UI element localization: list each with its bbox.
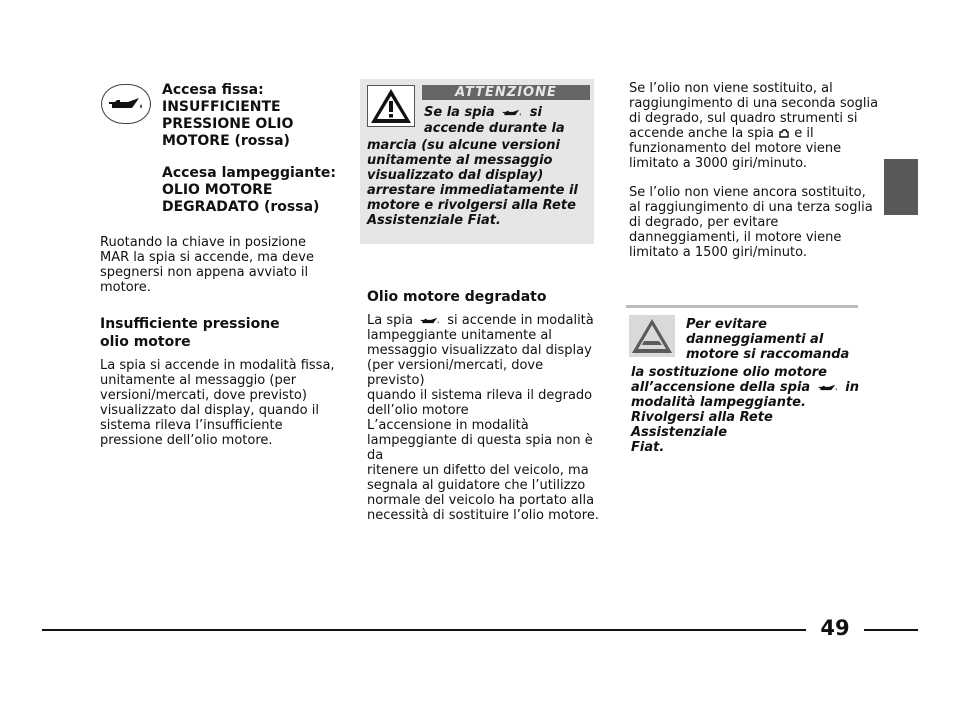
attention-body [367,138,592,228]
attention-line: accende durante la [424,121,565,136]
text-line: visualizzato dal display, quando il [100,403,319,418]
engine-failure-icon [778,128,790,140]
text-line: lampeggiante unitamente al [367,328,552,343]
text-line: spegnersi non appena avviato il [100,265,309,280]
text-line: MAR la spia si accende, ma deve [100,250,314,265]
text-line: (per versioni/mercati, dove previsto) [367,358,544,388]
attention-line: Assistenziale Fiat. [367,213,501,228]
text-line: raggiungimento di una seconda soglia [629,96,879,111]
tip-line: Fiat. [631,440,665,455]
text-line [367,313,602,328]
text-fragment: all’accensione della spia [631,380,811,395]
oil-pressure-icon [815,382,841,394]
section-tab [884,159,918,215]
text-fragment: in [845,380,859,395]
flash-label: Accesa lampeggiante: [162,165,336,181]
footer-rule-right [864,629,918,631]
section-title-line-1: Insufficiente pressione [100,316,280,332]
text-line: L’accensione in modalità [367,418,529,433]
text-fragment: La spia [367,313,413,328]
attention-line: unitamente al messaggio [367,153,553,168]
text-line: danneggiamenti, il motore viene [629,230,842,245]
attention-line: visualizzato dal display) [367,168,544,183]
text-line: segnala al guidatore che l’utilizzo [367,478,586,493]
attention-first-line [424,105,594,120]
fixed-label: Accesa fissa: [162,82,264,98]
text-line: messaggio visualizzato dal display [367,343,592,358]
footer-rule-left [42,629,806,631]
flash-title-1: OLIO MOTORE [162,182,273,198]
fixed-title-2: PRESSIONE OLIO [162,116,294,132]
tip-line [631,380,866,395]
text-line: Ruotando la chiave in posizione [100,235,306,250]
text-line: motore. [100,280,151,295]
oil-pressure-icon [499,107,525,119]
tip-line: modalità lampeggiante. [631,395,806,410]
text-line [629,126,879,141]
right-paragraph-1 [629,81,879,171]
text-line: limitato a 1500 giri/minuto. [629,245,807,260]
tip-line: la sostituzione olio motore [631,365,828,380]
text-line: di degrado, per evitare [629,215,779,230]
tip-body [631,365,866,455]
section-paragraph [100,358,345,448]
warning-triangle-icon [367,85,415,127]
text-line: necessità di sostituire l’olio motore. [367,508,599,523]
text-line: limitato a 3000 giri/minuto. [629,156,807,171]
oil-can-icon [106,93,146,115]
flashing-light-block [162,165,336,216]
text-line: ritenere un difetto del veicolo, ma [367,463,589,478]
text-fragment: Se la spia [424,105,495,120]
degraded-oil-paragraph-1 [367,313,602,418]
flash-title-2: DEGRADATO (rossa) [162,199,320,215]
text-line: unitamente al messaggio (per [100,373,297,388]
text-line: funzionamento del motore viene [629,141,842,156]
text-fragment: e il [794,126,814,141]
text-line: versioni/mercati, dove previsto) [100,388,307,403]
text-line: normale del veicolo ha portato alla [367,493,595,508]
degraded-oil-title: Olio motore degradato [367,289,547,305]
text-line: Se l’olio non viene sostituito, al [629,81,833,96]
right-paragraph-2 [629,185,879,260]
fixed-title-1: INSUFFICIENTE [162,99,281,115]
attention-line: motore e rivolgersi alla Rete [367,198,576,213]
text-line: quando il sistema rileva il degrado [367,388,593,403]
section-title-line-2: olio motore [100,334,191,350]
text-line: lampeggiante di questa spia non è da [367,433,593,463]
tip-line: Rivolgersi alla Rete Assistenziale [631,410,773,440]
text-line: pressione dell’olio motore. [100,433,273,448]
attention-line: marcia (su alcune versioni [367,138,560,153]
tip-divider [626,305,858,308]
oil-pressure-icon [417,315,443,327]
car-protection-icon [629,315,675,357]
attention-line: arrestare immediatamente il [367,183,578,198]
section-heading [100,315,280,351]
page-number: 49 [820,616,850,640]
fixed-light-block [162,82,293,150]
text-line: di degrado, sul quadro strumenti si [629,111,858,126]
degraded-oil-paragraph-2 [367,418,607,523]
tip-line: motore si raccomanda [686,347,850,362]
text-line: al raggiungimento di una terza soglia [629,200,873,215]
tip-indented-text [686,317,849,362]
text-line: dell’olio motore [367,403,469,418]
attention-header: ATTENZIONE [422,85,590,100]
text-fragment: accende anche la spia [629,126,774,141]
text-line: sistema rileva l’insufficiente [100,418,283,433]
fixed-title-3: MOTORE (rossa) [162,133,290,149]
text-line: La spia si accende in modalità fissa, [100,358,335,373]
tip-line: danneggiamenti al [686,332,824,347]
tip-line: Per evitare [686,317,767,332]
text-fragment: si [529,105,542,120]
text-line: Se l’olio non viene ancora sostituito, [629,185,866,200]
text-fragment: si accende in modalità [447,313,594,328]
oil-pressure-warning-icon [101,84,151,124]
intro-paragraph [100,235,340,295]
